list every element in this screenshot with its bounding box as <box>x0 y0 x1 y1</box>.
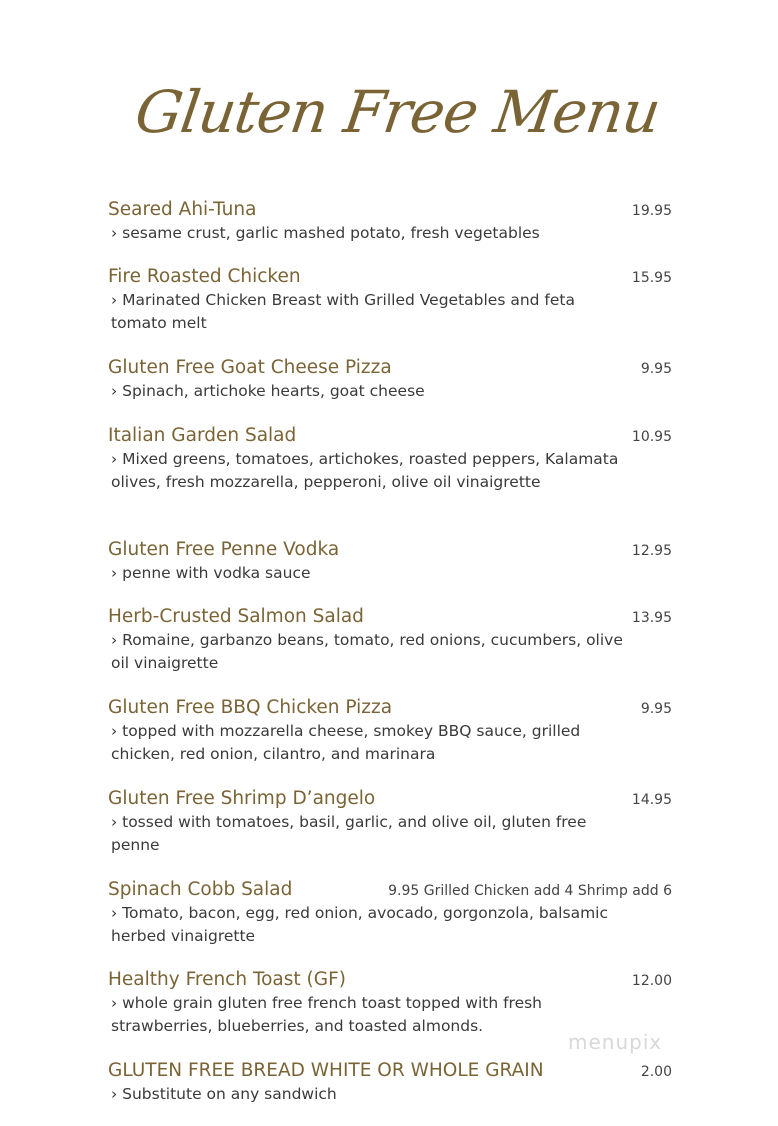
menu-item-salmon-salad <box>108 605 674 675</box>
menu-item-seared-ahi-tuna <box>108 198 674 245</box>
item-name: Healthy French Toast (GF) <box>108 969 346 990</box>
watermark: menupix <box>568 1030 663 1054</box>
item-name: Gluten Free Shrimp D’angelo <box>108 788 376 809</box>
item-description: › Mixed greens, tomatoes, artichokes, roasted peppers, Kalamata olives, fresh mozzarella, pepperoni, olive oil vinaigrette <box>111 450 619 491</box>
menu-item-gluten-free-bread <box>108 1059 674 1106</box>
item-price: 12.95 <box>631 543 672 559</box>
item-name: Spinach Cobb Salad <box>108 879 293 900</box>
item-price: 12.00 <box>631 973 672 989</box>
item-name: Gluten Free Goat Cheese Pizza <box>108 357 392 378</box>
item-price: 14.95 <box>631 792 672 808</box>
menu-item-penne-vodka <box>108 538 674 585</box>
menu-item-fire-roasted-chicken <box>108 265 674 335</box>
item-name: Gluten Free BBQ Chicken Pizza <box>108 697 393 718</box>
item-price: 10.95 <box>631 429 672 445</box>
item-price: 19.95 <box>631 203 672 219</box>
item-description: › Marinated Chicken Breast with Grilled Vegetables and feta tomato melt <box>111 291 575 332</box>
item-price: 15.95 <box>631 270 672 286</box>
menu-item-italian-garden-salad <box>108 424 674 494</box>
item-description: › Spinach, artichoke hearts, goat cheese <box>111 382 425 400</box>
item-name: GLUTEN FREE BREAD WHITE OR WHOLE GRAIN <box>108 1060 544 1081</box>
item-price: 13.95 <box>631 610 672 626</box>
item-name: Italian Garden Salad <box>108 425 297 446</box>
item-price: 9.95 <box>640 701 672 717</box>
menu-item-french-toast <box>108 968 674 1038</box>
item-name: Fire Roasted Chicken <box>108 266 301 287</box>
menu-item-shrimp-dangelo <box>108 787 674 857</box>
menu-item-goat-cheese-pizza <box>108 356 674 403</box>
item-name: Gluten Free Penne Vodka <box>108 539 340 560</box>
item-price: 9.95 Grilled Chicken add 4 Shrimp add 6 <box>388 883 672 899</box>
item-description: › tossed with tomatoes, basil, garlic, and olive oil, gluten free penne <box>111 813 587 854</box>
item-description: › Tomato, bacon, egg, red onion, avocado, gorgonzola, balsamic herbed vinaigrette <box>111 904 608 945</box>
item-price: 9.95 <box>640 361 672 377</box>
item-description: › sesame crust, garlic mashed potato, fresh vegetables <box>111 224 540 242</box>
item-description: › Substitute on any sandwich <box>111 1085 337 1103</box>
menu-item-spinach-cobb-salad <box>108 878 674 948</box>
item-description: › penne with vodka sauce <box>111 564 311 582</box>
menu-item-bbq-chicken-pizza <box>108 696 674 766</box>
menu-title: Gluten Free Menu <box>131 78 664 146</box>
item-description: › whole grain gluten free french toast topped with fresh strawberries, blueberries, and toasted almonds. <box>111 994 543 1035</box>
item-price: 2.00 <box>640 1064 672 1080</box>
item-description: › topped with mozzarella cheese, smokey BBQ sauce, grilled chicken, red onion, cilantro, and marinara <box>111 722 581 763</box>
item-name: Herb-Crusted Salmon Salad <box>108 606 364 627</box>
item-description: › Romaine, garbanzo beans, tomato, red onions, cucumbers, olive oil vinaigrette <box>111 631 623 672</box>
item-name: Seared Ahi-Tuna <box>108 199 257 220</box>
